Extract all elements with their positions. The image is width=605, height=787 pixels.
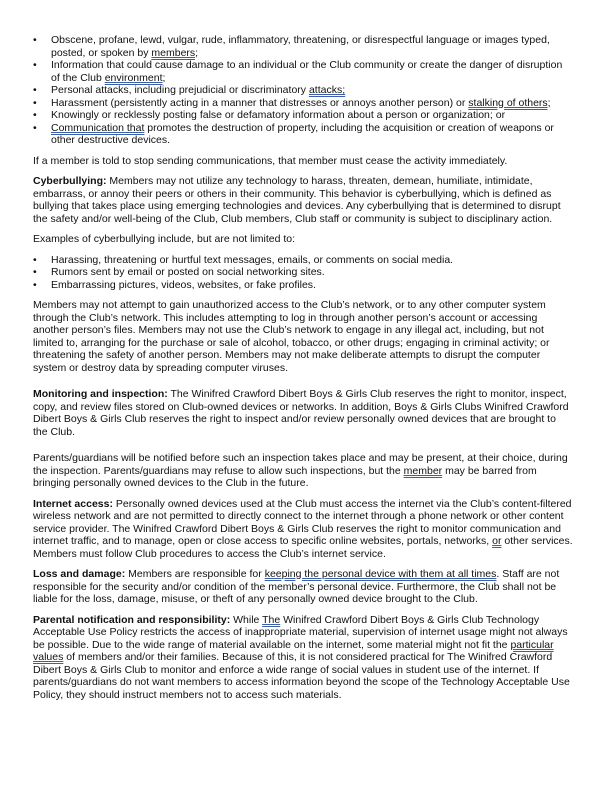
section-heading: Internet access: xyxy=(33,497,113,510)
list-item: • Embarrassing pictures, videos, websites, or fake profiles. xyxy=(33,278,316,291)
monitoring-paragraph: Monitoring and inspection: The Winifred Crawford Dibert Boys & Girls Club reserves the right to monitor, inspect, copy, and review files stored on Club-owned devices or networks. In addition, Boys & Girls Clubs Winifred Crawford Dibert Boys & Girls Club reserves the right to inspect and/or review personally owned devices that are brought to the Club. xyxy=(33,388,569,438)
section-heading: Loss and damage: xyxy=(33,568,126,580)
bullet-icon: • xyxy=(33,96,37,109)
list-item: • Knowingly or recklessly posting false or defamatory information about a person or organization; or xyxy=(33,109,506,121)
section-heading: Parental notification and responsibility: xyxy=(33,613,231,626)
cyberbullying-examples-list xyxy=(33,254,573,292)
cyberbullying-paragraph: Cyberbullying: Members may not utilize any technology to harass, threaten, demean, humiliate, intimidate, embarrass, or annoy their peers or others in their community. This behavior is cyberbullying, which is defined as bullying that takes place using emerging technologies and devices. Any cyberbullying that is determined to disrupt the safety and/or well-being of the Club, Club members, Club staff or community is subject to disciplinary action. xyxy=(33,175,561,225)
stop-notice: If a member is told to stop sending communications, that member must cease the activity immediately. xyxy=(33,154,508,167)
list-item: • Communication that promotes the destruction of property, including the acquisition or creation of weapons or other destructive devices. xyxy=(33,121,554,146)
document-page xyxy=(33,34,573,701)
bullet-icon: • xyxy=(33,84,37,96)
bullet-icon: • xyxy=(33,109,37,121)
unauthorized-access-paragraph: Members may not attempt to gain unauthorized access to the Club’s network, or to any other computer system through the Club’s network. This includes attempting to log in through another person’s account or accessing another person’s files. Members may not use the Club’s network to engage in any illegal act, including, but not limited to, arranging for the purchase or sale of alcohol, tobacco, or other drugs; engaging in criminal activity; or threatening the safety of another person. Members may not make deliberate attempts to disrupt the computer system or destroy data by spreading computer viruses. xyxy=(33,299,550,374)
list-item: • Obscene, profane, lewd, vulgar, rude, inflammatory, threatening, or disrespectful language or images typed, posted, or spoken by members; xyxy=(33,34,550,59)
bullet-icon: • xyxy=(33,278,37,291)
internet-access-paragraph: Internet access: Personally owned devices used at the Club must access the internet via the Club’s content-filtered wireless network and are not permitted to directly connect to the internet through a phone network or other content service provider. The Winifred Crawford Dibert Boys & Girls Club reserves the right to monitor communication and internet traffic, and to manage, open or close access to specific online websites, portals, networks, or other services. Members must follow Club procedures to access the Club’s internet service. xyxy=(33,497,573,560)
list-item: • Harassment (persistently acting in a manner that distresses or annoys another person) or stalking of others; xyxy=(33,96,551,109)
bullet-icon: • xyxy=(33,266,37,278)
examples-intro: Examples of cyberbullying include, but are not limited to: xyxy=(33,233,296,245)
list-item: • Rumors sent by email or posted on social networking sites. xyxy=(33,266,325,278)
list-item: • Personal attacks, including prejudicial or discriminatory attacks; xyxy=(33,84,346,96)
bullet-icon: • xyxy=(33,253,37,266)
section-heading: Monitoring and inspection: xyxy=(33,388,168,400)
parental-notification-paragraph: Parental notification and responsibility: While The Winifred Crawford Dibert Boys & Girls Club Technology Acceptable Use Policy restricts the access of inappropriate material, supervision of internet usage might not always be possible. Due to the wide range of material available on the internet, some material might not fit the particular values of members and/or their families. Because of this, it is not considered practical for The Winifred Crawford Dibert Boys & Girls Club to monitor and enforce a wide range of social values in student use of the internet. If parents/guardians do not want members to access information beyond the scope of the Technology Acceptable Use Policy, they should instruct members not to access such materials. xyxy=(33,613,570,701)
bullet-icon: • xyxy=(33,34,37,46)
parents-inspection-paragraph: Parents/guardians will be notified before such an inspection takes place and may be present, at their choice, during the inspection. Parents/guardians may refuse to allow such inspections, but the member may be barred from bringing personally owned devices to the Club in the future. xyxy=(33,452,568,489)
bullet-icon: • xyxy=(33,59,37,71)
list-item: • Harassing, threatening or hurtful text messages, emails, or comments on social media. xyxy=(33,253,454,266)
section-heading: Cyberbullying: xyxy=(33,175,107,187)
loss-damage-paragraph: Loss and damage: Members are responsible for keeping the personal device with them at all times. Staff are not responsible for the security and/or condition of the member’s personal device. Furthermore, the Club shall not be liable for the loss, damage, misuse, or theft of any personally owned device brought to the Club. xyxy=(33,568,560,605)
prohibited-content-list xyxy=(33,34,573,147)
list-item: • Information that could cause damage to an individual or the Club community or create the danger of disruption of the Club environment; xyxy=(33,59,563,84)
bullet-icon: • xyxy=(33,121,37,134)
